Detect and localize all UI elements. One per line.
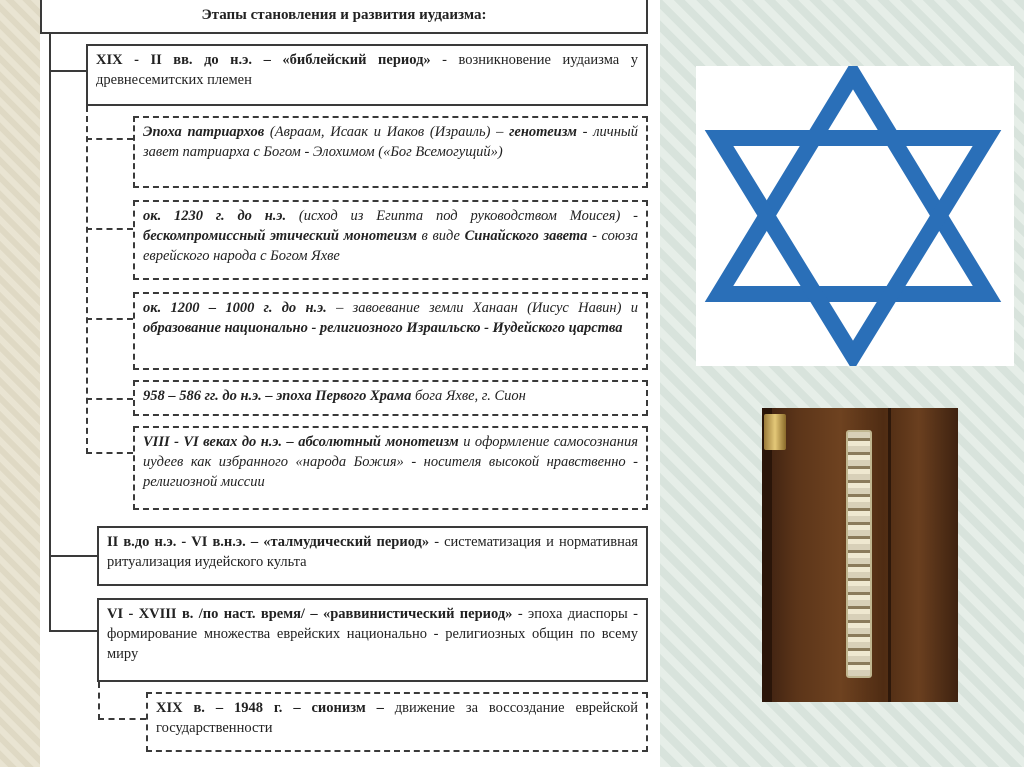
sub-text: движение за воссоздание еврейской государственности (156, 700, 638, 736)
dashed-connector-sub2 (86, 228, 133, 230)
sub-box-zionism (146, 692, 648, 752)
sub-text: бога Яхве, г. Сион (411, 388, 526, 404)
diagram-title: Этапы становления и развития иудаизма: (40, 0, 648, 34)
door-panel-line (888, 408, 891, 702)
dashed-connector-vertical-2 (98, 682, 100, 720)
period-description: - возникновение иудаизма у древнесемитских племен (96, 52, 638, 88)
sub-text: и оформление самосознания иудеев как избранного «народа Божия» - носителя высокой нравственно - религиозной миссии (143, 434, 638, 490)
sub-text: (Авраам, Исаак и Иаков (Израиль) – (264, 124, 510, 140)
door-frame-edge (762, 408, 772, 702)
sub-box-patriarchs (133, 116, 648, 188)
sub-term: Синайского завета (464, 228, 588, 244)
sub-heading: VIII - VI веках до н.э. – абсолютный монотеизм (143, 434, 459, 450)
sub-text: - личный завет патриарха с Богом - Элохимом («Бог Всемогущий») (143, 124, 638, 160)
period-heading: II в.до н.э. - VI в.н.э. – «талмудический период» (107, 534, 430, 550)
main-connector-line (49, 34, 51, 632)
period-description: - систематизация и нормативная ритуализация иудейского культа (107, 534, 638, 570)
connector-period3 (49, 630, 97, 632)
sub-text: - союза еврейского народа с Богом Яхве (143, 228, 638, 264)
sub-heading: ок. 1230 г. до н.э. (143, 208, 287, 224)
period-heading: VI - XVIII в. /по наст. время/ – «раввинистический период» (107, 606, 513, 622)
period-box-talmudic (97, 526, 648, 586)
dashed-connector-sub6 (98, 718, 146, 720)
sub-term: образование национально - религиозного Израильско - Иудейского царства (143, 320, 623, 336)
mezuzah-photo (762, 408, 958, 702)
period-heading: XIX - II вв. до н.э. – «библейский период» (96, 52, 431, 68)
sub-box-monotheism (133, 426, 648, 510)
sub-heading: Эпоха патриархов (143, 124, 265, 140)
dashed-connector-sub1 (86, 138, 133, 140)
sub-heading: XIX в. – 1948 г. – сионизм – (156, 700, 384, 716)
dashed-connector-sub5 (86, 452, 133, 454)
sub-text: (исход из Египта под руководством Моисея) - (286, 208, 638, 224)
star-of-david-icon (696, 66, 1014, 366)
mezuzah-case (846, 430, 872, 678)
door-hinge (764, 414, 786, 450)
sub-heading: 958 – 586 гг. до н.э. – эпоха Первого Храма (143, 388, 412, 404)
connector-period1 (49, 70, 86, 72)
sub-term: генотеизм (509, 124, 577, 140)
period-description: - эпоха диаспоры - формирование множества еврейских национально - религиозных общин по всему миру (107, 606, 638, 662)
sub-text: в виде (416, 228, 465, 244)
sub-box-first-temple (133, 380, 648, 416)
sub-term: бескомпромиссный этический монотеизм (143, 228, 417, 244)
sub-box-conquest (133, 292, 648, 370)
period-box-rabbinic (97, 598, 648, 682)
sub-heading: ок. 1200 – 1000 г. до н.э. (143, 300, 327, 316)
left-margin-texture (0, 0, 40, 767)
dashed-connector-sub4 (86, 398, 133, 400)
dashed-connector-sub3 (86, 318, 133, 320)
connector-period2 (49, 555, 97, 557)
dashed-connector-vertical (86, 106, 88, 454)
star-image-card (696, 66, 1014, 366)
sub-text: – завоевание земли Ханаан (Иисус Навин) и (326, 300, 638, 316)
sub-box-exodus (133, 200, 648, 280)
period-box-biblical (86, 44, 648, 106)
